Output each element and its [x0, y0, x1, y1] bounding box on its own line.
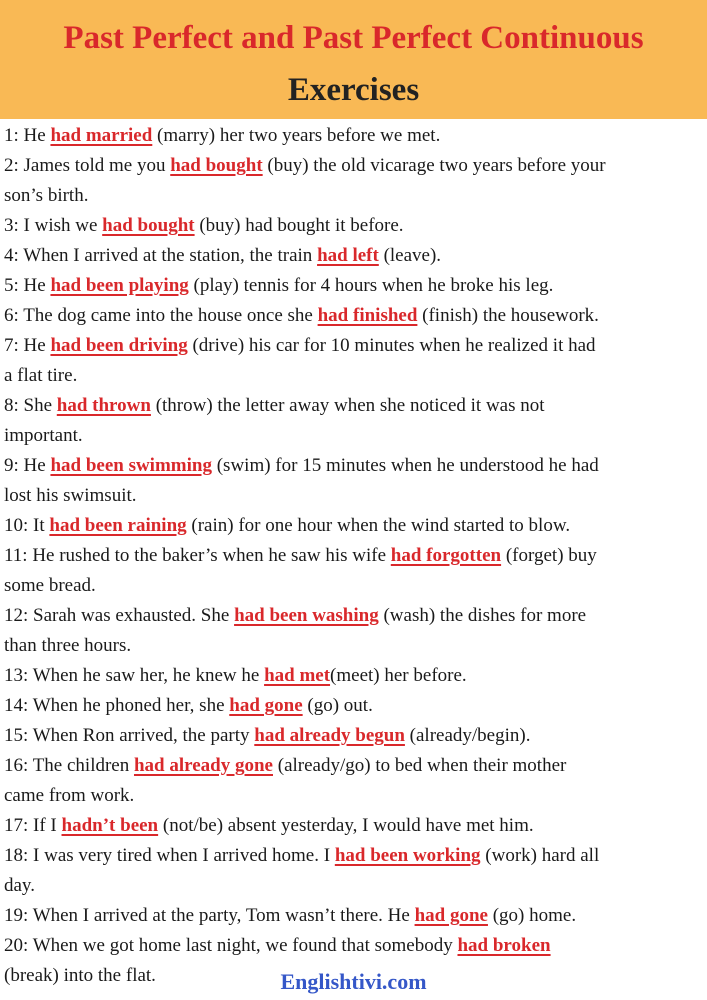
- exercise-text: If I: [33, 815, 62, 836]
- exercise-item-continuation: [4, 871, 707, 901]
- exercise-text: He: [23, 275, 51, 296]
- exercise-answer: had bought: [102, 215, 195, 236]
- header-banner: [0, 0, 707, 119]
- exercise-item: 4: When I arrived at the station, the train had left (leave).: [4, 245, 442, 266]
- exercise-text: Sarah was exhausted. She: [33, 605, 235, 626]
- exercise-number: 18: [4, 845, 23, 866]
- exercise-answer: had already begun: [254, 725, 405, 746]
- exercise-number: 17: [4, 815, 23, 836]
- exercise-text: (go) out.: [302, 695, 373, 716]
- exercise-text: a flat tire.: [4, 365, 78, 386]
- exercise-text: (drive) his car for 10 minutes when he realized it had: [187, 335, 596, 356]
- exercise-item: 6: The dog came into the house once she had finished (finish) the housework.: [4, 305, 599, 326]
- exercise-item: 20: When we got home last night, we found that somebody had broken: [4, 935, 551, 956]
- exercise-answer: had gone: [414, 905, 488, 926]
- exercise-number: 16: [4, 755, 23, 776]
- exercise-answer: had bought: [170, 155, 263, 176]
- exercise-item: 19: When I arrived at the party, Tom wasn’t there. He had gone (go) home.: [4, 905, 577, 926]
- exercise-item: 3: I wish we had bought (buy) had bought it before.: [4, 215, 404, 236]
- exercise-text: came from work.: [4, 785, 135, 806]
- exercise-item: 11: He rushed to the baker’s when he saw his wife had forgotten (forget) buy: [4, 545, 597, 566]
- exercise-text: The children: [32, 755, 134, 776]
- exercise-text: son’s birth.: [4, 185, 89, 206]
- exercise-number: 13: [4, 665, 23, 686]
- exercise-list: [4, 121, 707, 991]
- exercise-text: day.: [4, 875, 35, 896]
- exercise-text: some bread.: [4, 575, 96, 596]
- exercise-answer: had gone: [229, 695, 303, 716]
- exercise-text: (rain) for one hour when the wind started to blow.: [186, 515, 571, 536]
- exercise-item: 17: If I hadn’t been (not/be) absent yesterday, I would have met him.: [4, 815, 534, 836]
- exercise-answer: had thrown: [56, 395, 151, 416]
- page-title: Past Perfect and Past Perfect Continuous: [63, 20, 644, 56]
- exercise-number: 12: [4, 605, 23, 626]
- exercise-item: 2: James told me you had bought (buy) the old vicarage two years before your: [4, 155, 606, 176]
- exercise-answer: had been working: [334, 845, 481, 866]
- exercise-text: He rushed to the baker’s when he saw his wife: [32, 545, 391, 566]
- exercise-text: He: [23, 455, 51, 476]
- exercise-text: I wish we: [23, 215, 103, 236]
- exercise-answer: had been raining: [49, 515, 187, 536]
- exercise-text: (break) into the flat.: [4, 965, 156, 986]
- exercise-text: (throw) the letter away when she noticed it was not: [150, 395, 545, 416]
- exercise-item-continuation: [4, 421, 707, 451]
- exercise-answer: hadn’t been: [61, 815, 159, 836]
- exercise-text: lost his swimsuit.: [4, 485, 137, 506]
- exercise-text: (work) hard all: [480, 845, 600, 866]
- exercise-item-continuation: [4, 631, 707, 661]
- exercise-text: (marry) her two years before we met.: [152, 125, 441, 146]
- exercise-answer: had been washing: [234, 605, 379, 626]
- exercise-text: (already/go) to bed when their mother: [273, 755, 567, 776]
- exercise-item: 1: He had married (marry) her two years before we met.: [4, 125, 441, 146]
- exercise-number: 10: [4, 515, 23, 536]
- exercise-answer: had already gone: [133, 755, 273, 776]
- exercise-number: 9: [4, 455, 14, 476]
- exercise-text: (meet) her before.: [330, 665, 467, 686]
- exercise-text: (finish) the housework.: [417, 305, 599, 326]
- exercise-number: 15: [4, 725, 23, 746]
- exercise-text: The dog came into the house once she: [23, 305, 318, 326]
- exercise-text: (play) tennis for 4 hours when he broke his leg.: [188, 275, 554, 296]
- exercise-text: (buy) the old vicarage two years before your: [262, 155, 606, 176]
- exercise-text: (wash) the dishes for more: [378, 605, 587, 626]
- exercise-text: When he saw her, he knew he: [32, 665, 265, 686]
- exercise-text: He: [23, 335, 51, 356]
- exercise-item-continuation: [4, 181, 707, 211]
- exercise-item: 15: When Ron arrived, the party had already begun (already/begin).: [4, 725, 531, 746]
- exercise-number: 6: [4, 305, 14, 326]
- exercise-text: than three hours.: [4, 635, 132, 656]
- exercise-item: 16: The children had already gone (already/go) to bed when their mother: [4, 755, 567, 776]
- exercise-text: James told me you: [23, 155, 171, 176]
- exercise-text: (already/begin).: [404, 725, 531, 746]
- exercise-text: I was very tired when I arrived home. I: [33, 845, 335, 866]
- exercise-number: 11: [4, 545, 23, 566]
- exercise-item: 5: He had been playing (play) tennis for 4 hours when he broke his leg.: [4, 275, 554, 296]
- exercise-item: 14: When he phoned her, she had gone (go) out.: [4, 695, 373, 716]
- exercise-item-continuation: [4, 481, 707, 511]
- exercise-text: (go) home.: [487, 905, 577, 926]
- exercise-number: 20: [4, 935, 23, 956]
- exercise-answer: had finished: [317, 305, 418, 326]
- exercise-text: (leave).: [378, 245, 442, 266]
- exercise-text: He: [23, 125, 51, 146]
- exercise-answer: had been swimming: [50, 455, 212, 476]
- exercise-answer: had been playing: [50, 275, 189, 296]
- exercise-text: When he phoned her, she: [32, 695, 230, 716]
- exercise-number: 5: [4, 275, 14, 296]
- exercise-text: (buy) had bought it before.: [194, 215, 404, 236]
- exercise-answer: had broken: [457, 935, 551, 956]
- exercise-item: 8: She had thrown (throw) the letter away when she noticed it was not: [4, 395, 545, 416]
- exercise-answer: had met: [264, 665, 331, 686]
- exercise-text: (swim) for 15 minutes when he understood he had: [211, 455, 599, 476]
- exercise-text: When I arrived at the party, Tom wasn’t there. He: [32, 905, 415, 926]
- exercise-number: 4: [4, 245, 14, 266]
- exercise-item-continuation: [4, 571, 707, 601]
- exercise-item: 7: He had been driving (drive) his car for 10 minutes when he realized it had: [4, 335, 596, 356]
- exercise-number: 3: [4, 215, 14, 236]
- page-subtitle: Exercises: [287, 72, 420, 108]
- exercise-number: 1: [4, 125, 14, 146]
- exercise-text: When we got home last night, we found that somebody: [32, 935, 458, 956]
- footer-site-name: Englishtivi.com: [280, 969, 427, 994]
- exercise-item-continuation: [4, 361, 707, 391]
- exercise-item: 12: Sarah was exhausted. She had been washing (wash) the dishes for more: [4, 605, 587, 626]
- exercise-text: When Ron arrived, the party: [32, 725, 255, 746]
- exercise-item-continuation: [4, 781, 707, 811]
- exercise-item: 10: It had been raining (rain) for one hour when the wind started to blow.: [4, 515, 571, 536]
- exercise-text: (forget) buy: [501, 545, 597, 566]
- exercise-answer: had been driving: [50, 335, 188, 356]
- exercise-item: 9: He had been swimming (swim) for 15 minutes when he understood he had: [4, 455, 599, 476]
- exercise-number: 14: [4, 695, 23, 716]
- exercise-text: It: [33, 515, 50, 536]
- exercise-answer: had forgotten: [390, 545, 502, 566]
- exercise-item: 13: When he saw her, he knew he had met(meet) her before.: [4, 665, 467, 686]
- exercise-text: (not/be) absent yesterday, I would have met him.: [158, 815, 534, 836]
- exercise-number: 7: [4, 335, 14, 356]
- exercise-text: important.: [4, 425, 83, 446]
- exercise-answer: had married: [50, 125, 153, 146]
- exercise-number: 19: [4, 905, 23, 926]
- exercise-item: 18: I was very tired when I arrived home. I had been working (work) hard all: [4, 845, 600, 866]
- exercise-answer: had left: [317, 245, 379, 266]
- exercise-number: 8: [4, 395, 14, 416]
- exercise-number: 2: [4, 155, 14, 176]
- exercise-text: She: [23, 395, 57, 416]
- exercise-text: When I arrived at the station, the train: [23, 245, 318, 266]
